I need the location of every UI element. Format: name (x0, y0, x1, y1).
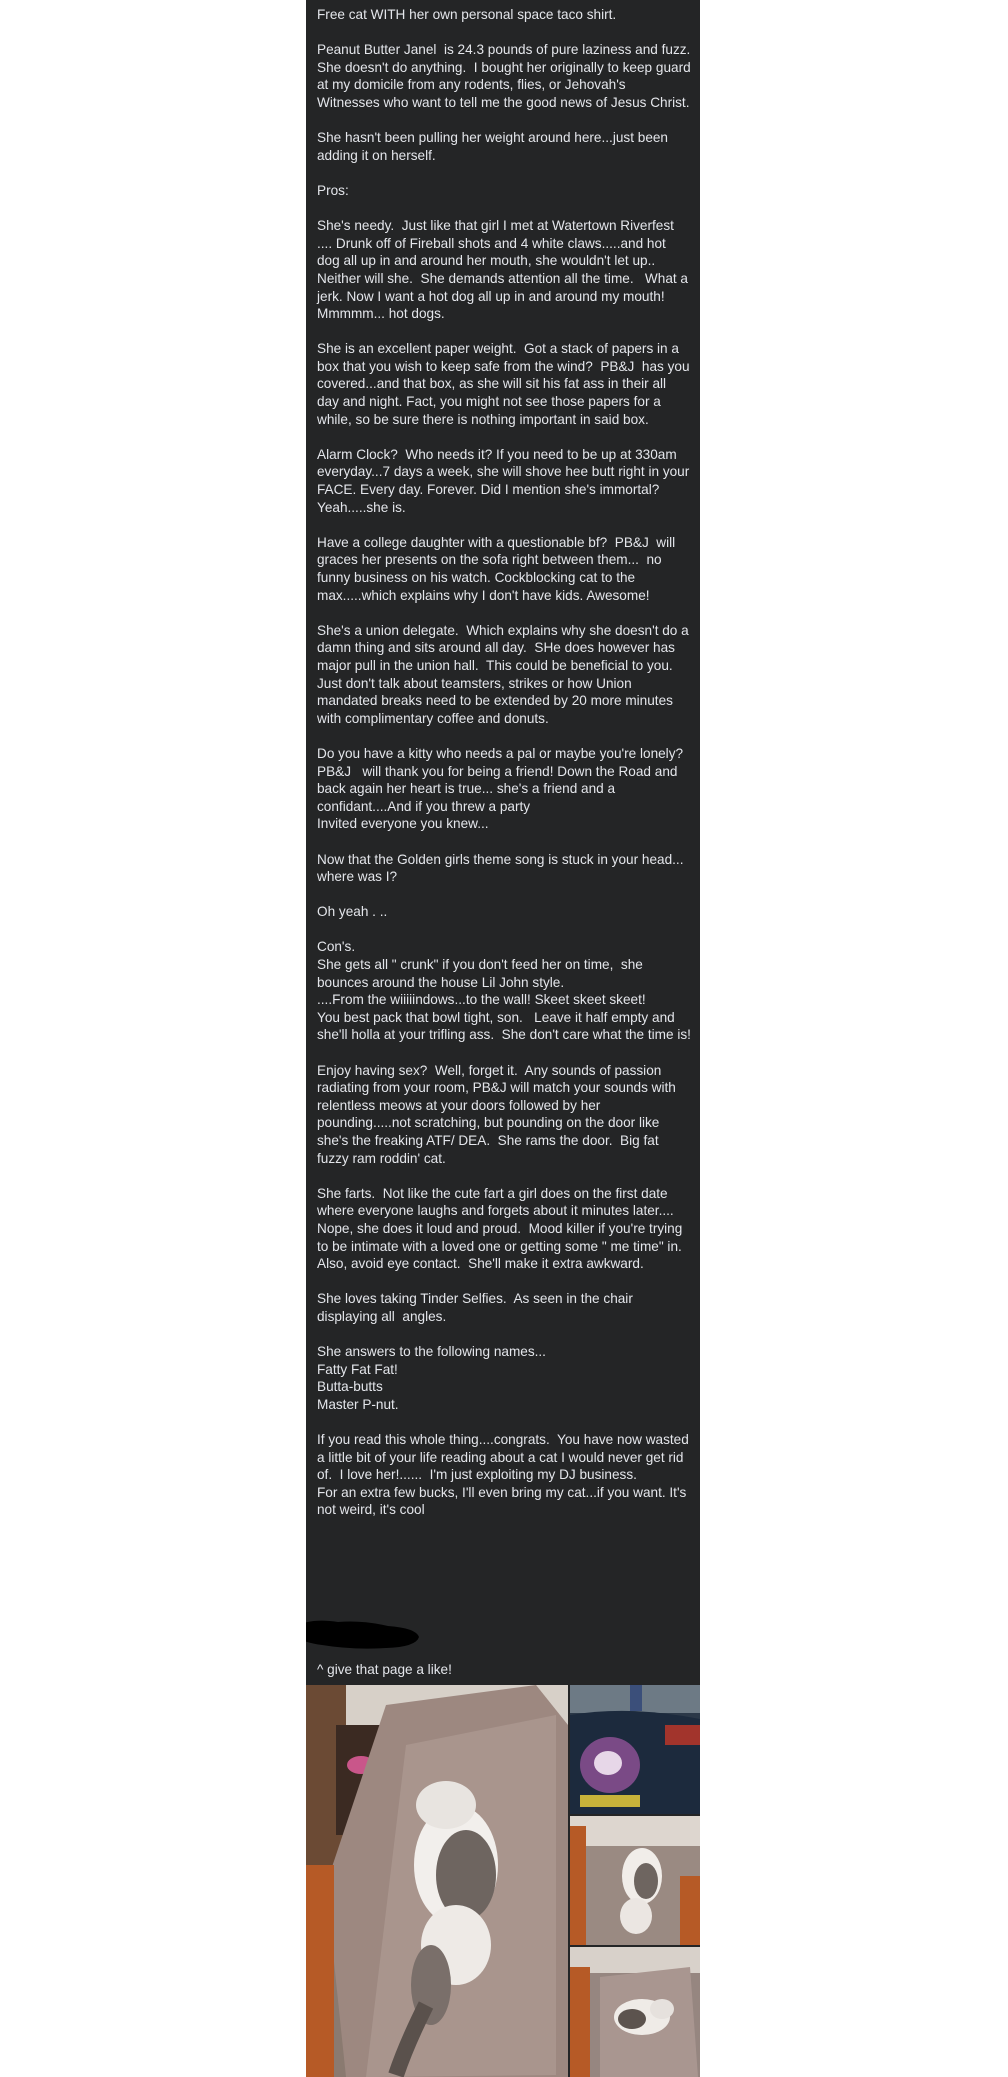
blanket-image (570, 1685, 700, 1814)
page-like-prompt: ^ give that page a like! (317, 1662, 452, 1677)
cat-photo-blanket[interactable] (570, 1685, 700, 1814)
cat-photo-chair[interactable] (570, 1816, 700, 1945)
post-body-text: Free cat WITH her own personal space taco shirt. Peanut Butter Janel is 24.3 pounds of pure laziness and fuzz. She doesn't do anything. I bought her originally to keep guard at my domicile from any rodents, flies, or Jehovah's Witnesses who want to tell me the good news of Jesus Christ. She hasn't been pulling her weight around here...just been adding it on herself. Pros: She's needy. Just like that girl I met at Watertown Riverfest .... Drunk off of Fireball shots and 4 white claws.....and hot dog all up in and around her mouth, she wouldn't let up.. Neither will she. She demands attention all the time. What a jerk. Now I want a hot dog all up in and around my mouth! Mmmmm... hot dogs. She is an excellent paper weight. Got a stack of papers in a box that you wish to keep safe from the wind? PB&J has you covered...and that box, as she will sit his fat ass in their all day and night. Fact, you might not see those papers for a while, so be sure there is nothing important in said box. Alarm Clock? Who needs it? If you need to be up at 330am everyday...7 days a week, she will shove hee butt right in your FACE. Every day. Forever. Did I mention she's immortal? Yeah.....she is. Have a college daughter with a questionable bf? PB&J will graces her presents on the sofa right between them... no funny business on his watch. Cockblocking cat to the max.....which explains why I don't have kids. Awesome! She's a union delegate. Which explains why she doesn't do a damn thing and sits around all day. SHe does however has major pull in the union hall. This could be beneficial to you. Just don't talk about teamsters, strikes or how Union mandated breaks need to be extended by 20 more minutes with complimentary coffee and donuts. Do you have a kitty who needs a pal or maybe you're lonely? PB&J will thank you for being a friend! Down the Road and back again her heart is true... she's a friend and a confidant....And if you threw a party Invited everyone you knew... Now that the Golden girls theme song is stuck in your head... where was I? Oh yeah . .. Con's. She gets all " crunk" if you don't feed her on time, she bounces around the house Lil John style. ....From the wiiiiindows...to the wall! Skeet skeet skeet! You best pack that bowl tight, son. Leave it half empty and she'll holla at your trifling ass. She don't care what the time is! Enjoy having sex? Well, forget it. Any sounds of passion radiating from your room, PB&J will match your sounds with relentless meows at your doors followed by her pounding.....not scratching, but pounding on the door like she's the freaking ATF/ DEA. She rams the door. Big fat fuzzy ram roddin' cat. She farts. Not like the cute fart a girl does on the first date where everyone laughs and forgets about it minutes later.... Nope, she does it loud and proud. Mood killer if you're trying to be intimate with a loved one or getting some " me time" in. Also, avoid eye contact. She'll make it extra awkward. She loves taking Tinder Selfies. As seen in the chair displaying all angles. She answers to the following names... Fatty Fat Fat! Butta-butts Master P-nut. If you read this whole thing....congrats. You have now wasted a little bit of your life reading about a cat I would never get rid of. I love her!...... I'm just exploiting my DJ business. For an extra few bucks, I'll even bring my cat...if you want. It's not weird, it's cool (317, 7, 691, 1518)
post-card (306, 0, 700, 2077)
cat-photo-main[interactable] (306, 1685, 568, 2077)
cat-lounging-image (570, 1816, 700, 1945)
cat-in-chair-image (306, 1685, 568, 2077)
cat-side-image (570, 1947, 700, 2077)
cat-photo-chair-side[interactable] (570, 1947, 700, 2077)
redacted-page-name (306, 1616, 422, 1650)
